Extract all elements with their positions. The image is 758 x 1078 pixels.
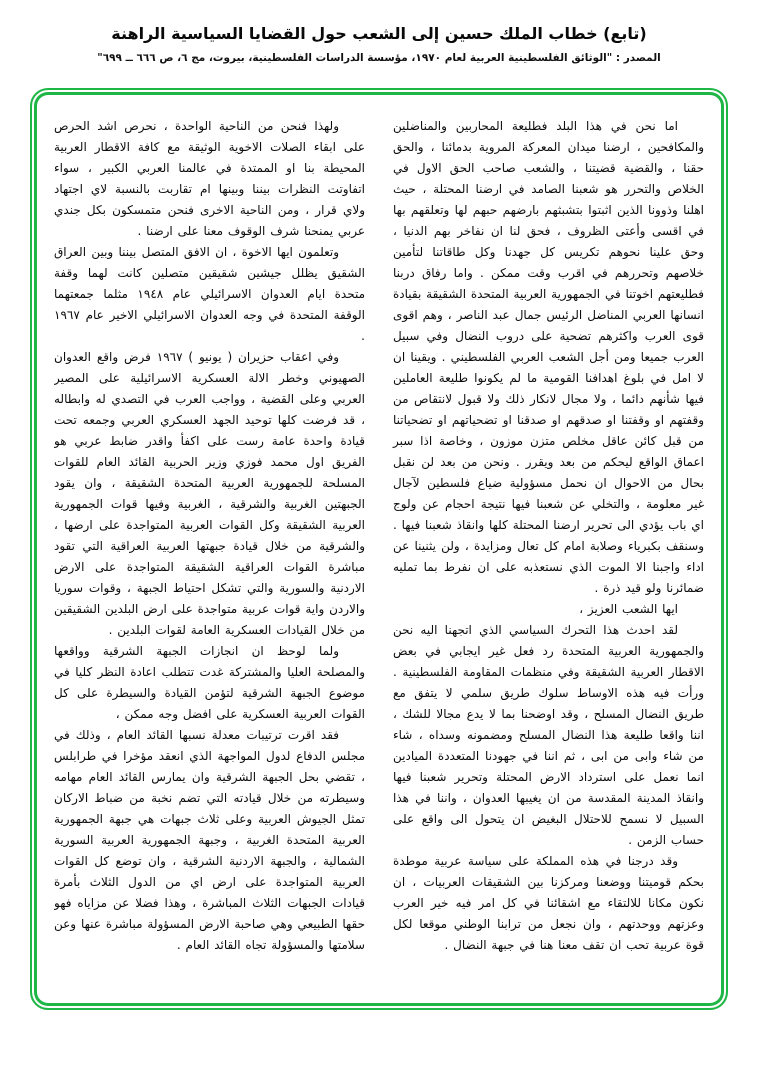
paragraph: وفي اعقاب حزيران ( يونيو ) ١٩٦٧ فرض واقع العدوان الصهيوني وخطر الالة العسكرية الاسرائيلية على المصير العربي وعلى القضية ، وواجب العرب في التصدي له وابطاله ، قد فرضت كلها توحيد الجهد العسكري العربي وجمعه تحت قيادة واحدة عامة رست على اكفأ واقدر ضابط عربي هو الفريق اول محمد فوزي وزير الحربية القائد العام للقوات المسلحة للجمهورية العربية المتحدة الشقيقة ، وان يقود الجبهتين الغربية والشرقية ، الغربية وفيها قوات الجمهورية العربية الشقيقة وكل القوات العربية المتواجدة على ارضها ، والشرقية من خلال قيادة جبهتها العربية العراقية التي تقود مباشرة القوات العراقية الشقيقة المتواجدة على الارض الاردنية والسورية والتي تشكل احتياط الجبهة ، وقوات سوريا والاردن واية قوات عربية متواجدة على ارض البلدين الشقيقين من خلال القيادات العسكرية العامة لقوات البلدين . xyxy=(54,350,365,637)
paragraph: وتعلمون ايها الاخوة ، ان الافق المتصل بيننا وبين العراق الشقيق يظلل جيشين شقيقين متصلين كانت لهما وقفة متحدة ايام العدوان الاسرائيلي عام ١٩٤٨ مثلما جمعتهما الوقفة المتحدة في وجه العدوان الاسرائيلي الاخير عام ١٩٦٧ . xyxy=(54,245,365,343)
text-column-right xyxy=(393,116,704,994)
header xyxy=(0,0,758,64)
paragraph: ايها الشعب العزيز ، xyxy=(579,602,678,616)
paragraph: لقد احدث هذا التحرك السياسي الذي اتجهنا اليه نحن والجمهورية العربية المتحدة رد فعل غير ايجابي في بعض الاقطار العربية الشقيقة وفي منظمات المقاومة الفلسطينية . ورأت فيه هذه الاوساط سلوك طريق سلمي لا يتفق مع طريق النضال المسلح ، وقد اوضحنا بما لا يدع مجالا للشك ، اننا واقعا طليعة هذا النضال المسلح ومضمونه وسداه ، شاء من شاء وابى من ابى ، ثم اننا في جهودنا المتعددة الميادين انما نعمل على استرداد الارض المحتلة وتحرير شعبنا فيها وانقاذ المدينة المقدسة من ان يغيبها العدوان ، واننا في هذا السبيل لا نسمح للاحتلال البغيض ان يتحول الى واقع على حساب الزمن . xyxy=(393,623,704,847)
paragraph: وقد درجنا في هذه المملكة على سياسة عربية موطدة بحكم قوميتنا ووضعنا ومركزنا بين الشقيقات العربيات ، ان نكون مكانا للالتقاء مع اشقائنا في كل امر فيه خير العرب وعزتهم ووحدتهم ، وان نجعل من ترابنا الوطني موقعا لكل قوة عربية تحب ان تقف معنا هنا في جبهة النضال . xyxy=(393,854,704,952)
text-column-left xyxy=(54,116,365,994)
paragraph: اما نحن في هذا البلد فطليعة المحاربين والمناضلين والمكافحين ، ارضنا ميدان المعركة المروية بدمائنا ، والحق حقنا ، والقضية قضيتنا ، والشعب صاحب الحق الاول في الخلاص والتحرر هو شعبنا الصامد في ارضنا المحتلة ، حيث اهلنا وذوونا الذين اثبتوا بتشبثهم بارضهم حبهم لها وتعلقهم بها في اقسى وأعتى الظروف ، فحق لنا ان نفاخر بهم الدنيا ، وحق علينا نحوهم تكريس كل جهدنا وكل طاقاتنا لتأمين خلاصهم وتحررهم في اقرب وقت ممكن . واما رفاق دربنا فطليعتهم اخوتنا في الجمهورية العربية المتحدة الشقيقة بقيادة انسانها العربي المناضل الرئيس جمال عبد الناصر ، وهم اقوى قوى العرب واكثرهم تضحية على دروب النضال وفي سبيل العرب جميعا ومن أجل الشعب العربي الفلسطيني . ويقينا ان لا امل في بلوغ اهدافنا القومية ما لم يكونوا طليعة العاملين فيها شأنهم دائما ، ولا مجال لانكار ذلك ولا قبول لانتقاص من وقفتهم او وقفتنا او صدقهم او صدقنا او تضحياتهم او تضحياتنا من قبل كائن عاقل مخلص متزن موزون ، وخاصة اذا سبر اعماق الواقع ليحكم من بعد ويقرر . ونحن من بعد لن نقبل بحال من الاحوال ان نحمل مسؤولية ضياع فلسطين لآجال غير معلومة ، والتخلي عن شعبنا فيها نتيجة احجام عن ولوج اي باب يؤدي الى تحرير ارضنا المحتلة كلها وانقاذ شعبنا فيها . وسنقف بكبرياء وصلابة امام كل تعال ومزايدة ، ولن يثنينا عن اداء واجبنا الا الموت الذي نستعذبه على ان نفرط بما تمليه ضمائرنا ولو قيد ذرة . xyxy=(393,119,704,595)
paragraph: ولما لوحظ ان انجازات الجبهة الشرقية وواقعها والمصلحة العليا والمشتركة غدت تتطلب اعادة النظر كليا في موضوع الجبهة الشرقية لتؤمن القيادة والسيطرة على كل القوات العربية العسكرية على افضل وجه ممكن ، xyxy=(54,644,365,721)
page-title: (تابع) خطاب الملك حسين إلى الشعب حول القضايا السياسية الراهنة xyxy=(111,24,647,43)
paragraph: ولهذا فنحن من الناحية الواحدة ، نحرص اشد الحرص على ابقاء الصلات الاخوية الوثيقة مع كافة الاقطار العربية المحيطة بنا او الممتدة في عالمنا العربي الكبير ، سواء اتفاوتت النظرات بيننا وبينها ام تقاربت بالنسبة لاي اجتهاد ولاي قرار ، ومن الناحية الاخرى فنحن متمسكون بكل جندي عربي يمنحنا شرف الوقوف معنا على ارضنا . xyxy=(54,119,365,238)
source-citation: المصدر : "الوثائق الفلسطينية العربية لعام ١٩٧٠، مؤسسة الدراسات الفلسطينية، بيروت، مج ٦، ص ٦٦٦ ــ ٦٩٩" xyxy=(97,52,661,64)
paragraph: فقد اقرت ترتيبات معدلة نسبها القائد العام ، وذلك في مجلس الدفاع لدول المواجهة الذي انعقد مؤخرا في طرابلس ، تقضي بحل الجبهة الشرقية وان يمارس القائد العام مهامه وسيطرته من خلال قيادته التي تضم نخبة من ضباط الاركان تمثل الجيوش العربية وعلى ثلاث جبهات هي جبهة الجمهورية العربية المتحدة الغربية ، وجبهة الجمهورية العربية السورية الشمالية ، والجبهة الاردنية الشرقية ، وان توضع كل القوات العربية المتواجدة على ارض اي من الدول الثلاث بأمرة قيادات الجبهات الثلاث المباشرة ، وهذا فضلا عن مزاياه فهو حقها الطبيعي وهي صاحبة الارض المسؤولة مباشرة عنها وعن سلامتها والمسؤولة تجاه القائد العام . xyxy=(54,728,365,952)
document-frame xyxy=(30,88,728,1010)
text-columns xyxy=(54,116,704,994)
